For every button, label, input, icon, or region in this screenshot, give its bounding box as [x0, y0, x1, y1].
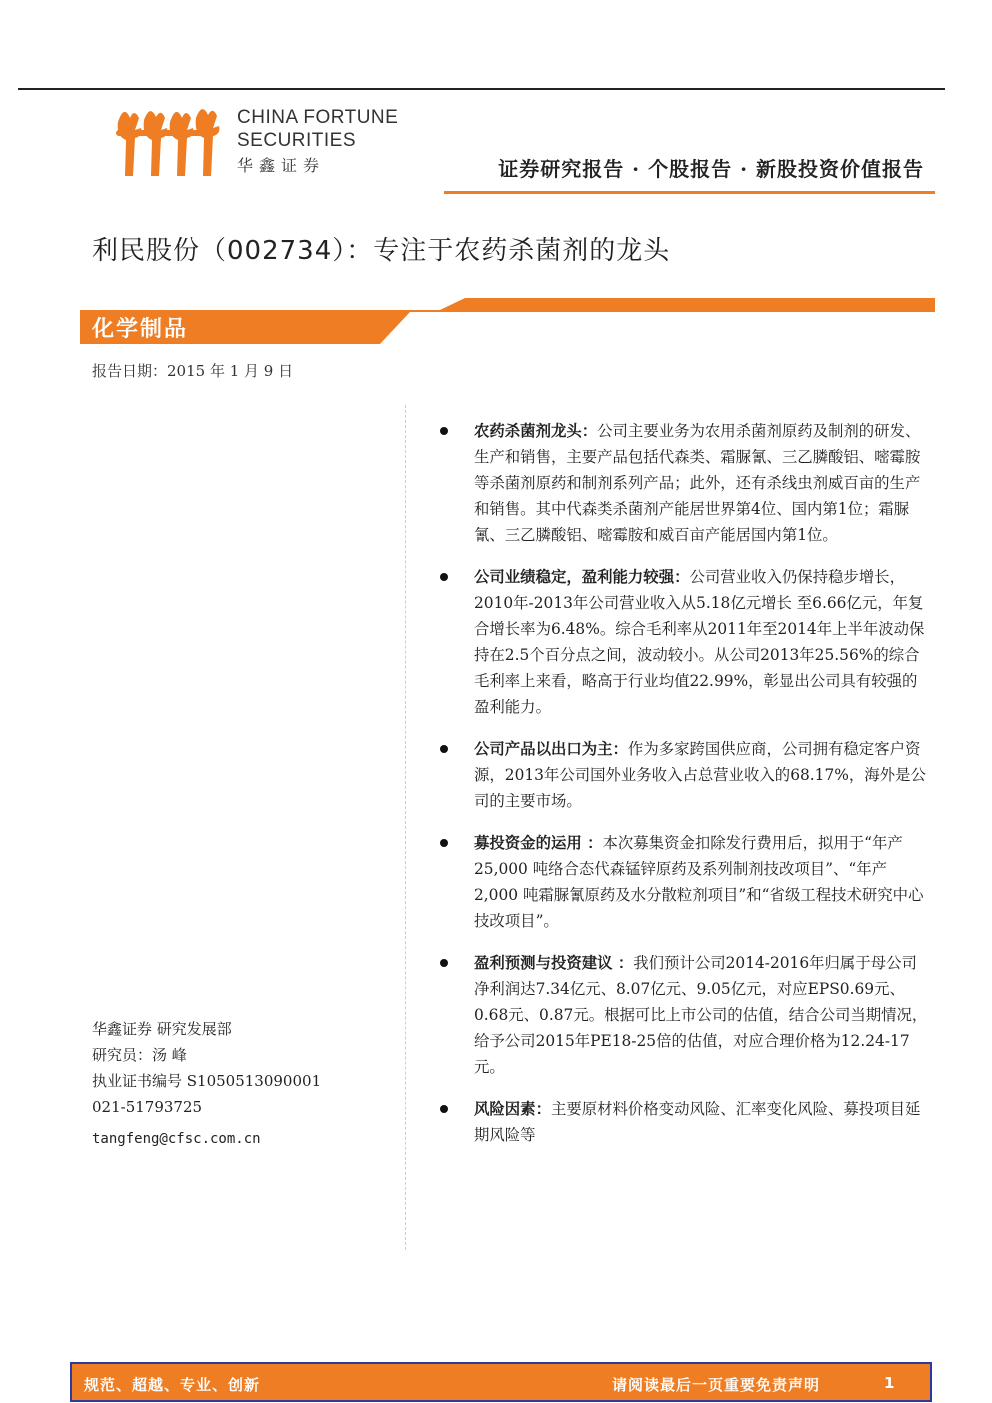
column-divider — [405, 405, 406, 1250]
bullet-heading: 募投资金的运用 ： — [474, 834, 603, 852]
page-footer — [70, 1362, 932, 1402]
bullet-heading: 风险因素： — [474, 1100, 551, 1118]
bullet-body: 本次募集资金扣除发行费用后，拟用于“年产25,000 吨络合态代森锰锌原药及系列制剂技改项目”、“年产2,000 吨霜脲氰原药及水分散粒剂项目”和“省级工程技术研究中心技改项目”。 — [474, 834, 924, 930]
bullet-icon — [440, 745, 448, 753]
analyst-phone: 021-51793725 — [92, 1098, 203, 1116]
list-item — [440, 418, 930, 548]
sector-band — [80, 298, 935, 344]
bullet-body: 公司主要业务为农用杀菌剂原药及制剂的研发、生产和销售，主要产品包括代森类、霜脲氰、三乙膦酸铝、嘧霉胺等杀菌剂原药和制剂系列产品；此外，还有杀线虫剂威百亩的生产和销售。其中代森类杀菌剂产能居世界第4位、国内第1位；霜脲氰、三乙膦酸铝、嘧霉胺和威百亩产能居国内第1位。 — [474, 422, 921, 544]
bullet-body: 作为多家跨国供应商，公司拥有稳定客户资源，2013年公司国外业务收入占总营业收入的68.17%，海外是公司的主要市场。 — [474, 740, 926, 810]
bullet-heading: 盈利预测与投资建议 ： — [474, 954, 634, 972]
analyst-email[interactable]: tangfeng@cfsc.com.cn — [92, 1131, 261, 1147]
report-date: 报告日期：2015 年 1 月 9 日 — [92, 362, 294, 380]
analyst-license: 执业证书编号 S1050513090001 — [92, 1072, 322, 1090]
bullet-icon — [440, 1105, 448, 1113]
bullet-heading: 公司产品以出口为主： — [474, 740, 628, 758]
list-item — [440, 736, 930, 814]
orange-rule — [444, 191, 935, 194]
bullet-body: 我们预计公司2014-2016年归属于母公司净利润达7.34亿元、8.07亿元、9.05亿元，对应EPS0.69元、0.68元、0.87元。根据可比上市公司的估值，结合公司当期情况，给予公司2015年PE18-25倍的估值，对应合理价格为12.24-17元。 — [474, 954, 928, 1076]
page-number: 1 — [884, 1374, 895, 1392]
top-rule — [18, 88, 945, 90]
logo-english-line1: CHINA FORTUNE — [237, 107, 399, 128]
analyst-name: 研究员：汤 峰 — [92, 1046, 187, 1064]
sector-label: 化学制品 — [92, 317, 189, 342]
report-title: 利民股份（002734）：专注于农药杀菌剂的龙头 — [92, 236, 671, 266]
logo-english-line2: SECURITIES — [237, 130, 357, 151]
china-fortune-logo-icon — [112, 100, 222, 180]
list-item — [440, 950, 930, 1080]
list-item — [440, 830, 930, 934]
footer-disclaimer: 请阅读最后一页重要免责声明 — [612, 1376, 821, 1394]
list-item — [440, 564, 930, 720]
list-item — [440, 1096, 930, 1148]
bullet-icon — [440, 427, 448, 435]
footer-motto: 规范、超越、专业、创新 — [84, 1376, 261, 1394]
bullet-heading: 农药杀菌剂龙头： — [474, 422, 598, 440]
summary-bullets — [440, 418, 930, 1164]
analyst-dept: 华鑫证券 研究发展部 — [92, 1020, 232, 1038]
bullet-body: 主要原材料价格变动风险、汇率变化风险、募投项目延期风险等 — [474, 1100, 921, 1144]
bullet-icon — [440, 839, 448, 847]
bullet-icon — [440, 573, 448, 581]
analyst-info — [92, 1016, 321, 1152]
logo-chinese: 华鑫证券 — [237, 156, 326, 175]
bullet-body: 公司营业收入仍保持稳步增长，2010年-2013年公司营业收入从5.18亿元增长 至6.66亿元，年复合增长率为6.48%。综合毛利率从2011年至2014年上半年波动保持在2.5个百分点之间，波动较小。从公司2013年25.56%的综合毛利率上来看，略高于行业均值22.99%，彰显出公司具有较强的盈利能力。 — [474, 568, 925, 716]
bullet-heading: 公司业绩稳定，盈利能力较强： — [474, 568, 690, 586]
report-type: 证券研究报告 · 个股报告 · 新股投资价值报告 — [498, 157, 924, 181]
bullet-icon — [440, 959, 448, 967]
